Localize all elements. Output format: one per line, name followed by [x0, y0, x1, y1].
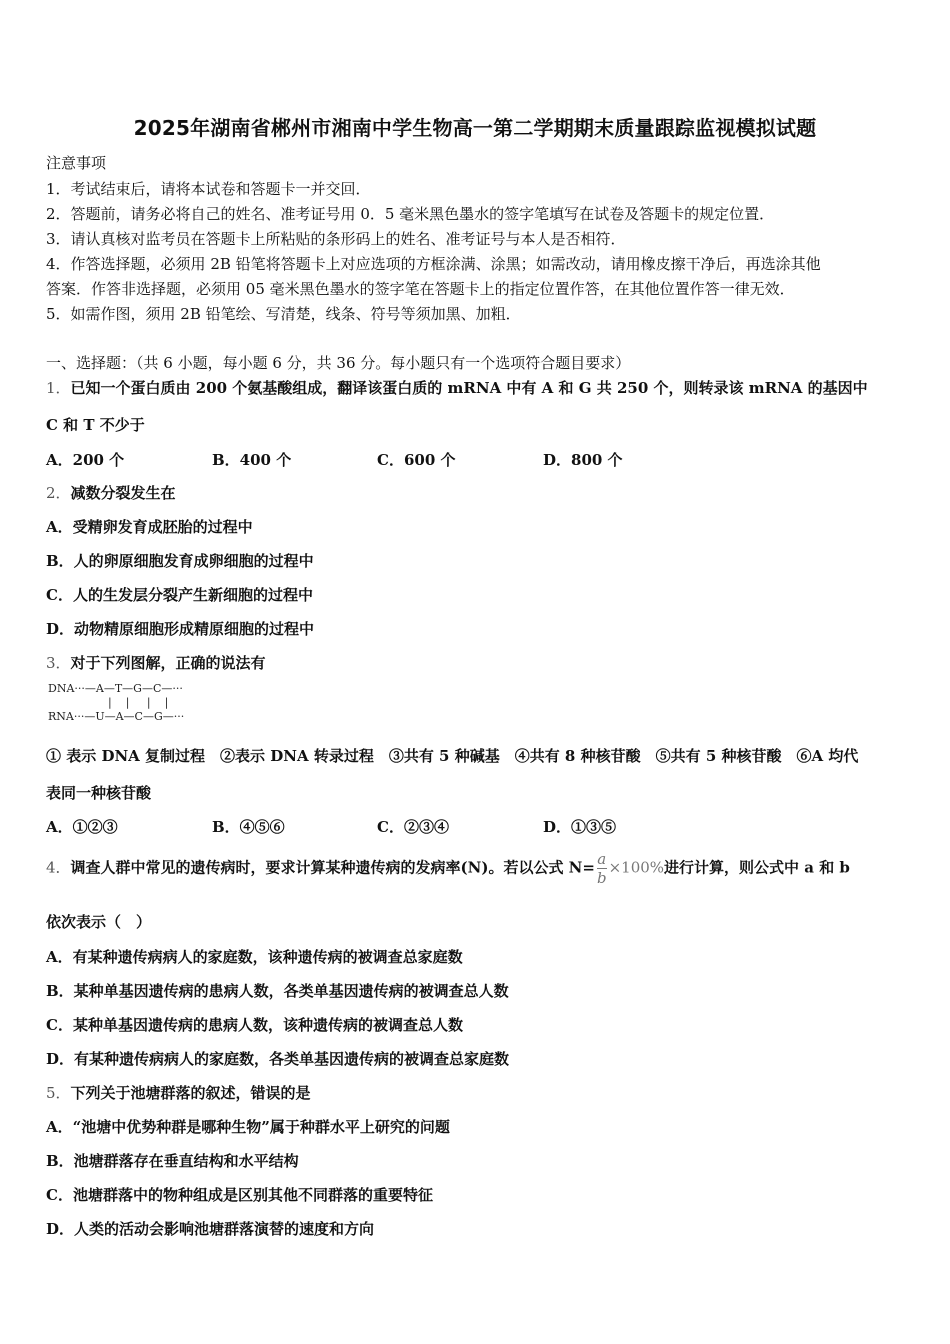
option-c[interactable]: C．②③④	[377, 818, 449, 836]
question-number: 2．	[46, 484, 71, 502]
question-text: 已知一个蛋白质由 200 个氨基酸组成，翻译该蛋白质的 mRNA 中有 A 和 G 共 250 个，则转录该 mRNA 的基因中	[70, 379, 868, 397]
option-c[interactable]: C．池塘群落中的物种组成是区别其他不同群落的重要特征	[46, 1186, 433, 1204]
option-d[interactable]: D．有某种遗传病病人的家庭数，各类单基因遗传病的被调查总家庭数	[46, 1050, 510, 1068]
question-3	[46, 652, 266, 673]
question-2	[46, 482, 176, 503]
option-b[interactable]: B．400 个	[212, 451, 292, 469]
option-a[interactable]: A．受精卵发育成胚胎的过程中	[46, 518, 253, 536]
question-statements: ① 表示 DNA 复制过程 ②表示 DNA 转录过程 ③共有 5 种碱基 ④共有 8 种核苷酸 ⑤共有 5 种核苷酸 ⑥A 均代	[46, 747, 859, 765]
question-4	[46, 850, 850, 887]
option-d[interactable]: D．动物精原细胞形成精原细胞的过程中	[46, 620, 315, 638]
rna-strand: RNA···—U—A—C—G—···	[48, 710, 185, 723]
option-d[interactable]: D．①③⑤	[543, 818, 617, 836]
question-text: 对于下列图解，正确的说法有	[70, 654, 266, 672]
question-text-tail: 进行计算，则公式中 a 和 b	[664, 858, 850, 877]
option-a[interactable]: A．200 个	[46, 451, 125, 469]
option-a[interactable]: A．“池塘中优势种群是哪种生物”属于种群水平上研究的问题	[46, 1118, 450, 1136]
option-a[interactable]: A．有某种遗传病病人的家庭数，该种遗传病的被调查总家庭数	[46, 948, 463, 966]
option-c[interactable]: C．人的生发层分裂产生新细胞的过程中	[46, 586, 313, 604]
question-number: 4．	[46, 858, 71, 877]
base-pair-bonds: | | | |	[108, 696, 169, 709]
dna-strand: DNA···—A—T—G—C—···	[48, 682, 183, 695]
question-5	[46, 1082, 311, 1103]
note-item: 1．考试结束后，请将本试卷和答题卡一并交回．	[46, 180, 371, 198]
option-c[interactable]: C．某种单基因遗传病的患病人数，该种遗传病的被调查总人数	[46, 1016, 463, 1034]
question-text: 调查人群中常见的遗传病时，要求计算某种遗传病的发病率(N)。若以公式 N=	[70, 858, 595, 877]
option-c[interactable]: C．600 个	[377, 451, 456, 469]
option-d[interactable]: D．人类的活动会影响池塘群落演替的速度和方向	[46, 1220, 375, 1238]
percent-factor: ×100%	[608, 858, 665, 877]
option-b[interactable]: B．某种单基因遗传病的患病人数，各类单基因遗传病的被调查总人数	[46, 982, 509, 1000]
question-text-continued: 依次表示（ ）	[46, 913, 152, 931]
option-b[interactable]: B．④⑤⑥	[212, 818, 285, 836]
dna-rna-diagram	[48, 682, 184, 724]
question-number: 5．	[46, 1084, 71, 1102]
question-number: 1．	[46, 379, 71, 397]
option-b[interactable]: B．池塘群落存在垂直结构和水平结构	[46, 1152, 299, 1170]
question-1	[46, 377, 868, 398]
option-d[interactable]: D．800 个	[543, 451, 623, 469]
question-number: 3．	[46, 654, 71, 672]
option-b[interactable]: B．人的卵原细胞发育成卵细胞的过程中	[46, 552, 314, 570]
question-statements-continued: 表同一种核苷酸	[46, 784, 152, 802]
note-item: 2．答题前，请务必将自己的姓名、准考证号用 0．5 毫米黑色墨水的签字笔填写在试卷及答题卡的规定位置．	[46, 205, 775, 223]
option-a[interactable]: A．①②③	[46, 818, 118, 836]
notes-heading: 注意事项	[46, 154, 107, 172]
section-heading: 一、选择题：（共 6 小题，每小题 6 分，共 36 分。每小题只有一个选项符合题目要求）	[46, 354, 631, 372]
question-text-continued: C 和 T 不少于	[46, 416, 145, 434]
fraction-denominator: b	[596, 869, 607, 887]
question-text: 减数分裂发生在	[70, 484, 176, 502]
note-item: 4．作答选择题，必须用 2B 铅笔将答题卡上对应选项的方框涂满、涂黑；如需改动，请用橡皮擦干净后，再选涂其他	[46, 255, 821, 273]
note-item: 3．请认真核对监考员在答题卡上所粘贴的条形码上的姓名、准考证号与本人是否相符．	[46, 230, 626, 248]
note-item: 5．如需作图，须用 2B 铅笔绘、写清楚，线条、符号等须加黑、加粗．	[46, 305, 521, 323]
question-text: 下列关于池塘群落的叙述，错误的是	[70, 1084, 311, 1102]
fraction-numerator: a	[597, 850, 607, 868]
note-item: 答案．作答非选择题，必须用 05 毫米黑色墨水的签字笔在答题卡上的指定位置作答，在其他位置作答一律无效．	[46, 280, 795, 298]
fraction-formula	[597, 850, 607, 887]
page-title: 2025年湖南省郴州市湘南中学生物高一第二学期期末质量跟踪监视模拟试题	[133, 116, 817, 140]
